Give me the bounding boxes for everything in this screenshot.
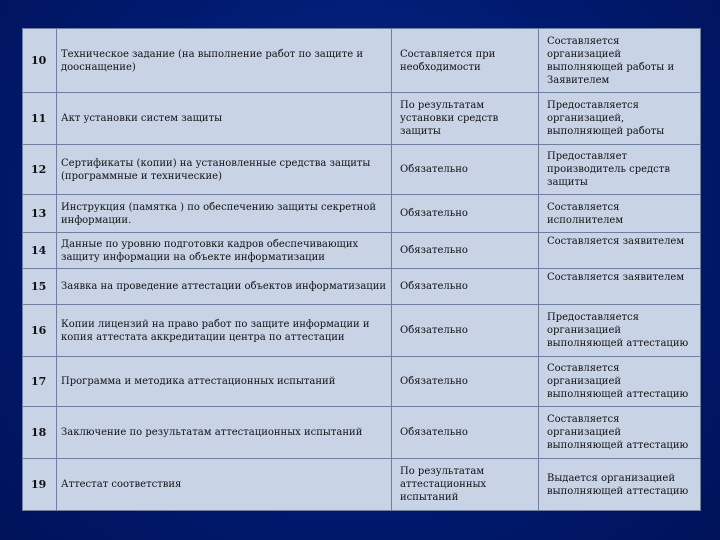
requirement: Обязательно	[392, 195, 539, 233]
table-row	[23, 357, 701, 407]
document-name: Программа и методика аттестационных испытаний	[57, 357, 392, 407]
document-name: Заявка на проведение аттестации объектов информатизации	[57, 269, 392, 305]
row-number: 18	[23, 407, 57, 459]
table-row	[23, 145, 701, 195]
table-row	[23, 459, 701, 511]
document-name: Сертификаты (копии) на установленные средства защиты (программные и технические)	[57, 145, 392, 195]
requirement: По результатам установки средств защиты	[392, 93, 539, 145]
row-number: 19	[23, 459, 57, 511]
row-number: 16	[23, 305, 57, 357]
document-name: Копии лицензий на право работ по защите информации и копия аттестата аккредитации центра по аттестации	[57, 305, 392, 357]
document-name: Инструкция (памятка ) по обеспечению защиты секретной информации.	[57, 195, 392, 233]
document-name: Техническое задание (на выполнение работ по защите и дооснащение)	[57, 29, 392, 93]
document-name: Аттестат соответствия	[57, 459, 392, 511]
document-name: Данные по уровню подготовки кадров обеспечивающих защиту информации на объекте информатизации	[57, 233, 392, 269]
requirement: Обязательно	[392, 357, 539, 407]
table-row	[23, 29, 701, 93]
document-name: Заключение по результатам аттестационных испытаний	[57, 407, 392, 459]
responsible: Составляется заявителем	[539, 269, 701, 305]
table-row	[23, 305, 701, 357]
table-row	[23, 407, 701, 459]
table-row	[23, 195, 701, 233]
responsible: Предоставляет производитель средств защиты	[539, 145, 701, 195]
requirement: Обязательно	[392, 145, 539, 195]
row-number: 17	[23, 357, 57, 407]
row-number: 11	[23, 93, 57, 145]
responsible: Составляется организацией выполняющей работы и Заявителем	[539, 29, 701, 93]
row-number: 12	[23, 145, 57, 195]
responsible: Выдается организацией выполняющей аттестацию	[539, 459, 701, 511]
row-number: 15	[23, 269, 57, 305]
row-number: 10	[23, 29, 57, 93]
requirement: Обязательно	[392, 269, 539, 305]
responsible: Предоставляется организацией, выполняющей работы	[539, 93, 701, 145]
requirement: Составляется при необходимости	[392, 29, 539, 93]
requirement: Обязательно	[392, 305, 539, 357]
document-name: Акт установки систем защиты	[57, 93, 392, 145]
row-number: 13	[23, 195, 57, 233]
table-row	[23, 269, 701, 305]
responsible: Составляется организацией выполняющей аттестацию	[539, 357, 701, 407]
table-row	[23, 233, 701, 269]
responsible: Составляется исполнителем	[539, 195, 701, 233]
responsible: Предоставляется организацией выполняющей аттестацию	[539, 305, 701, 357]
responsible: Составляется организацией выполняющей аттестацию	[539, 407, 701, 459]
requirement: Обязательно	[392, 407, 539, 459]
documents-table	[22, 28, 701, 511]
row-number: 14	[23, 233, 57, 269]
requirement: Обязательно	[392, 233, 539, 269]
responsible: Составляется заявителем	[539, 233, 701, 269]
requirement: По результатам аттестационных испытаний	[392, 459, 539, 511]
table-row	[23, 93, 701, 145]
